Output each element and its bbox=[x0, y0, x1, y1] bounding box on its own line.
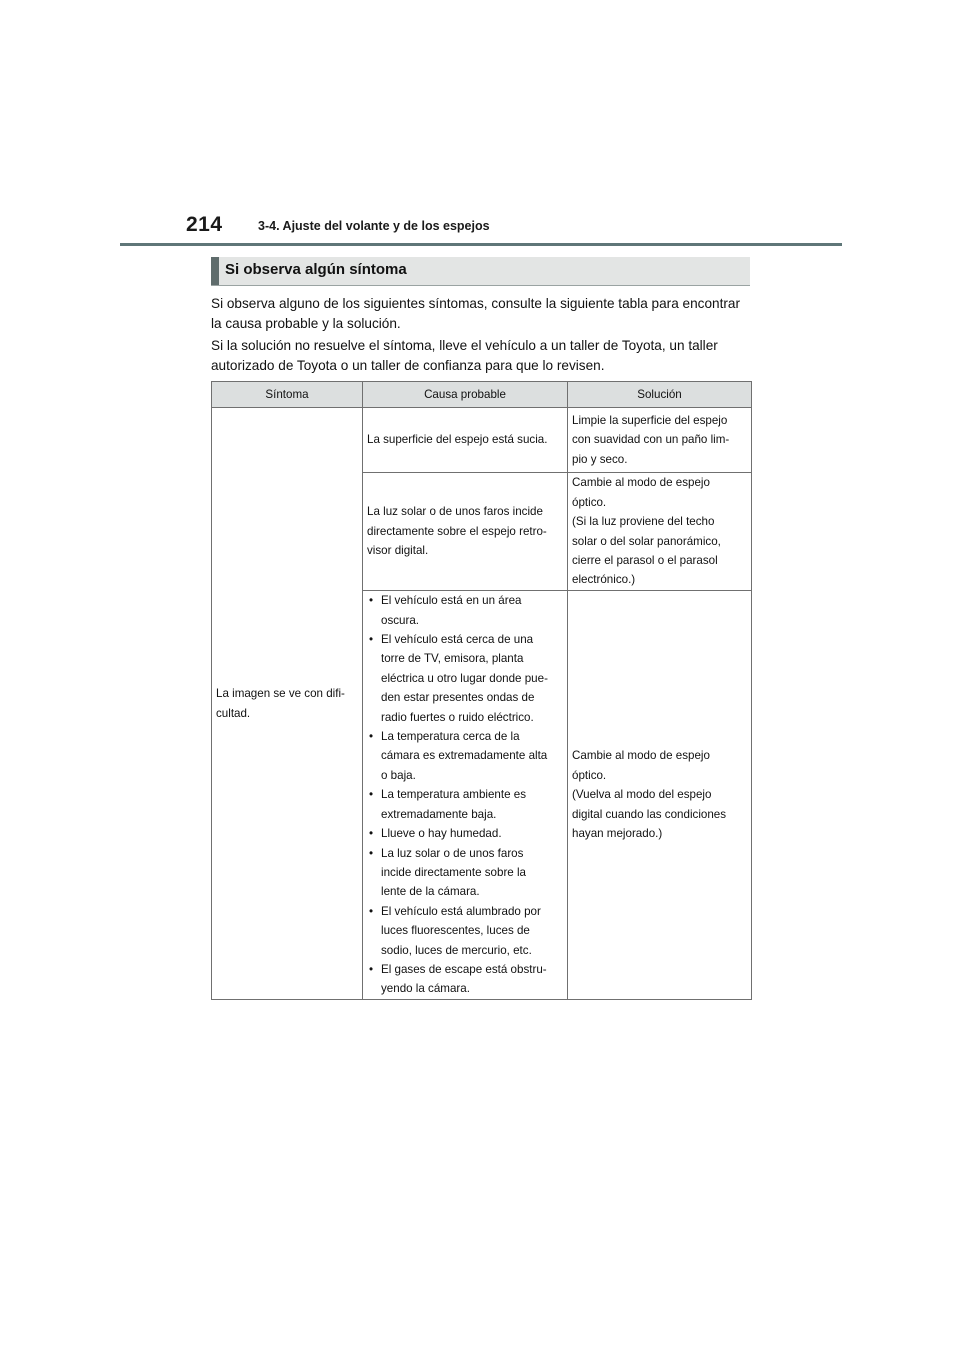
solution-text: Limpie la superficie del espejo con suavidad con un paño lim- pio y seco. bbox=[572, 413, 730, 466]
cause-text: La luz solar o de unos faros incide directamente sobre el espejo retro- visor digital. bbox=[367, 505, 547, 558]
page-number: 214 bbox=[186, 213, 223, 236]
cause-list bbox=[367, 591, 565, 999]
section-title-accent-bar bbox=[211, 257, 219, 285]
cause-list-item: • El vehículo está alumbrado por luces fluorescentes, luces de sodio, luces de mercurio, etc. bbox=[367, 902, 565, 960]
column-header-solution: Solución bbox=[568, 382, 752, 408]
cause-list-item: • La luz solar o de unos faros incide directamente sobre la lente de la cámara. bbox=[367, 844, 565, 902]
cause-list-item: • La temperatura cerca de la cámara es extremadamente alta o baja. bbox=[367, 727, 565, 785]
cause-cell bbox=[363, 473, 568, 591]
cause-list-item: • Llueve o hay humedad. bbox=[367, 824, 565, 843]
cause-list-item: • La temperatura ambiente es extremadamente baja. bbox=[367, 785, 565, 824]
column-header-cause: Causa probable bbox=[363, 382, 568, 408]
solution-text: Cambie al modo de espejo óptico. (Si la luz proviene del techo solar o del solar panorámico, cierre el parasol o el parasol electrónico.) bbox=[572, 476, 721, 587]
cause-cell bbox=[363, 591, 568, 1000]
table-header-row bbox=[212, 382, 752, 408]
section-title-box bbox=[211, 257, 750, 286]
solution-text: Cambie al modo de espejo óptico. (Vuelva al modo del espejo digital cuando las condiciones hayan mejorado.) bbox=[572, 749, 727, 841]
chapter-heading: 3-4. Ajuste del volante y de los espejos bbox=[258, 219, 490, 233]
solution-cell bbox=[568, 591, 752, 1000]
cause-cell bbox=[363, 408, 568, 473]
cause-list-item: • El gases de escape está obstru- yendo la cámara. bbox=[367, 960, 565, 999]
cause-text: La superficie del espejo está sucia. bbox=[367, 433, 548, 447]
header-divider bbox=[120, 243, 842, 246]
service-paragraph: Si la solución no resuelve el síntoma, lleve el vehículo a un taller de Toyota, un taller autorizado de Toyota o un taller de confianza para que lo revisen. bbox=[211, 338, 718, 373]
symptom-table bbox=[211, 381, 752, 1000]
cause-list-item: • El vehículo está cerca de una torre de TV, emisora, planta eléctrica u otro lugar donde pue- den estar presentes ondas de radio fuertes o ruido eléctrico. bbox=[367, 630, 565, 727]
column-header-symptom: Síntoma bbox=[212, 382, 363, 408]
solution-cell bbox=[568, 408, 752, 473]
intro-paragraph: Si observa alguno de los siguientes síntomas, consulte la siguiente tabla para encontrar la causa probable y la solución. bbox=[211, 296, 740, 331]
symptom-cell bbox=[212, 408, 363, 1000]
section-title: Si observa algún síntoma bbox=[225, 261, 407, 278]
cause-list-item: • El vehículo está en un área oscura. bbox=[367, 591, 565, 630]
table-row bbox=[212, 408, 752, 473]
symptom-text: La imagen se ve con difi- cultad. bbox=[216, 687, 345, 720]
solution-cell bbox=[568, 473, 752, 591]
